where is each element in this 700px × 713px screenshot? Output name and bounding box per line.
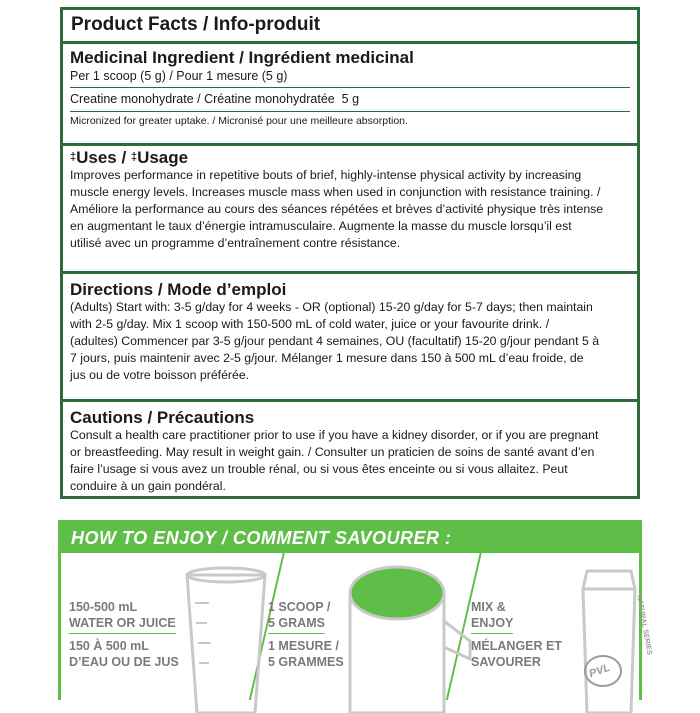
step1-fr-1: 150 À 500 mL [69, 639, 149, 653]
uses-section [63, 146, 637, 274]
step1-en-1: 150-500 mL [69, 600, 138, 614]
directions-line: jus ou de votre boisson préférée. [70, 368, 250, 382]
step1-fr-2: D’EAU OU DE JUS [69, 655, 179, 669]
how-to-enjoy-panel [58, 520, 653, 700]
step1-label [69, 599, 179, 670]
cautions-line: or breastfeeding. May result in weight gain. / Consulter un praticien de soins de santé avant d’en [70, 445, 595, 459]
water-cup-icon [181, 563, 271, 713]
directions-line: with 2-5 g/day. Mix 1 scoop with 150-500 mL of cold water, juice or your favourite drink. / [70, 317, 550, 331]
step1-en-2: WATER OR JUICE [69, 615, 176, 634]
scoop-icon [346, 563, 476, 713]
cautions-section [63, 402, 637, 498]
uses-line: muscle energy levels. Increases muscle mass when used in conjunction with resistance training. / [70, 185, 601, 199]
directions-line: (Adults) Start with: 3-5 g/day for 4 weeks - OR (optional) 15-20 g/day for 5-7 days; then maintain [70, 300, 593, 314]
uses-heading-en: Uses / [76, 148, 131, 167]
step3-en-2: ENJOY [471, 615, 513, 634]
ingredient-line: Creatine monohydrate / Créatine monohydratée 5 g [70, 92, 360, 106]
step2-en-2: 5 GRAMS [268, 615, 325, 634]
directions-heading: Directions / Mode d’emploi [70, 280, 287, 299]
serving-size: Per 1 scoop (5 g) / Pour 1 mesure (5 g) [70, 69, 288, 83]
pvl-logo-text: PVL [587, 661, 612, 681]
cautions-line: Consult a health care practitioner prior to use if you have a kidney disorder, or if you are pregnant [70, 428, 599, 442]
step3-label [471, 599, 562, 670]
cautions-line: conduire à un gain pondéral. [70, 479, 226, 493]
product-facts-title: Product Facts / Info-produit [63, 10, 637, 44]
directions-line: 7 jours, puis maintenir avec 2-5 g/jour. Mélanger 1 mesure dans 150 à 500 mL d’eau froide, de [70, 351, 584, 365]
uses-line: Improves performance in repetitive bouts of brief, highly-intense physical activity by increasing [70, 168, 582, 182]
directions-line: (adultes) Commencer par 3-5 g/jour pendant 4 semaines, OU (facultatif) 15-20 g/jour pendant 5 à [70, 334, 600, 348]
how-to-enjoy-title: HOW TO ENJOY / COMMENT SAVOURER : [71, 528, 452, 548]
step2-en-1: 1 SCOOP / [268, 600, 331, 614]
shaker-bottle-icon [573, 563, 643, 713]
uses-line: Améliore la performance au cours des séances répétées et brèves d’activité physique très intense [70, 202, 604, 216]
medicinal-rule-2 [70, 111, 630, 112]
medicinal-section [63, 44, 637, 146]
step3-en-1: MIX & [471, 600, 506, 614]
step2-fr-1: 1 MESURE / [268, 639, 339, 653]
product-facts-panel [60, 7, 640, 499]
directions-section [63, 274, 637, 402]
medicinal-rule [70, 87, 630, 88]
step3-fr-1: MÉLANGER ET [471, 639, 562, 653]
how-to-enjoy-banner [61, 523, 639, 553]
uses-line: en augmentant le taux d’énergie intramusculaire. Augmente la masse du muscle lorsqu’il est [70, 219, 572, 233]
bottle-series-text: NATURAL SERIES [635, 594, 653, 656]
uses-heading [70, 148, 630, 167]
micronized-note: Micronized for greater uptake. / Micronisé pour une meilleure absorption. [70, 115, 408, 127]
uses-mark-2: ‡ [130, 151, 138, 163]
uses-mark-1: ‡ [70, 151, 77, 163]
cautions-heading: Cautions / Précautions [70, 408, 255, 427]
step2-label [268, 599, 344, 670]
step2-fr-2: 5 GRAMMES [268, 655, 344, 669]
cautions-line: faire l’usage si vous avez un trouble rénal, ou si vous êtes enceinte ou si vous allaitez. Peut [70, 462, 568, 476]
uses-line: utilisé avec un programme d’entraînement contre résistance. [70, 236, 401, 250]
medicinal-heading: Medicinal Ingredient / Ingrédient medicinal [70, 48, 414, 67]
uses-heading-fr: Usage [137, 148, 189, 167]
step3-fr-2: SAVOURER [471, 655, 541, 669]
